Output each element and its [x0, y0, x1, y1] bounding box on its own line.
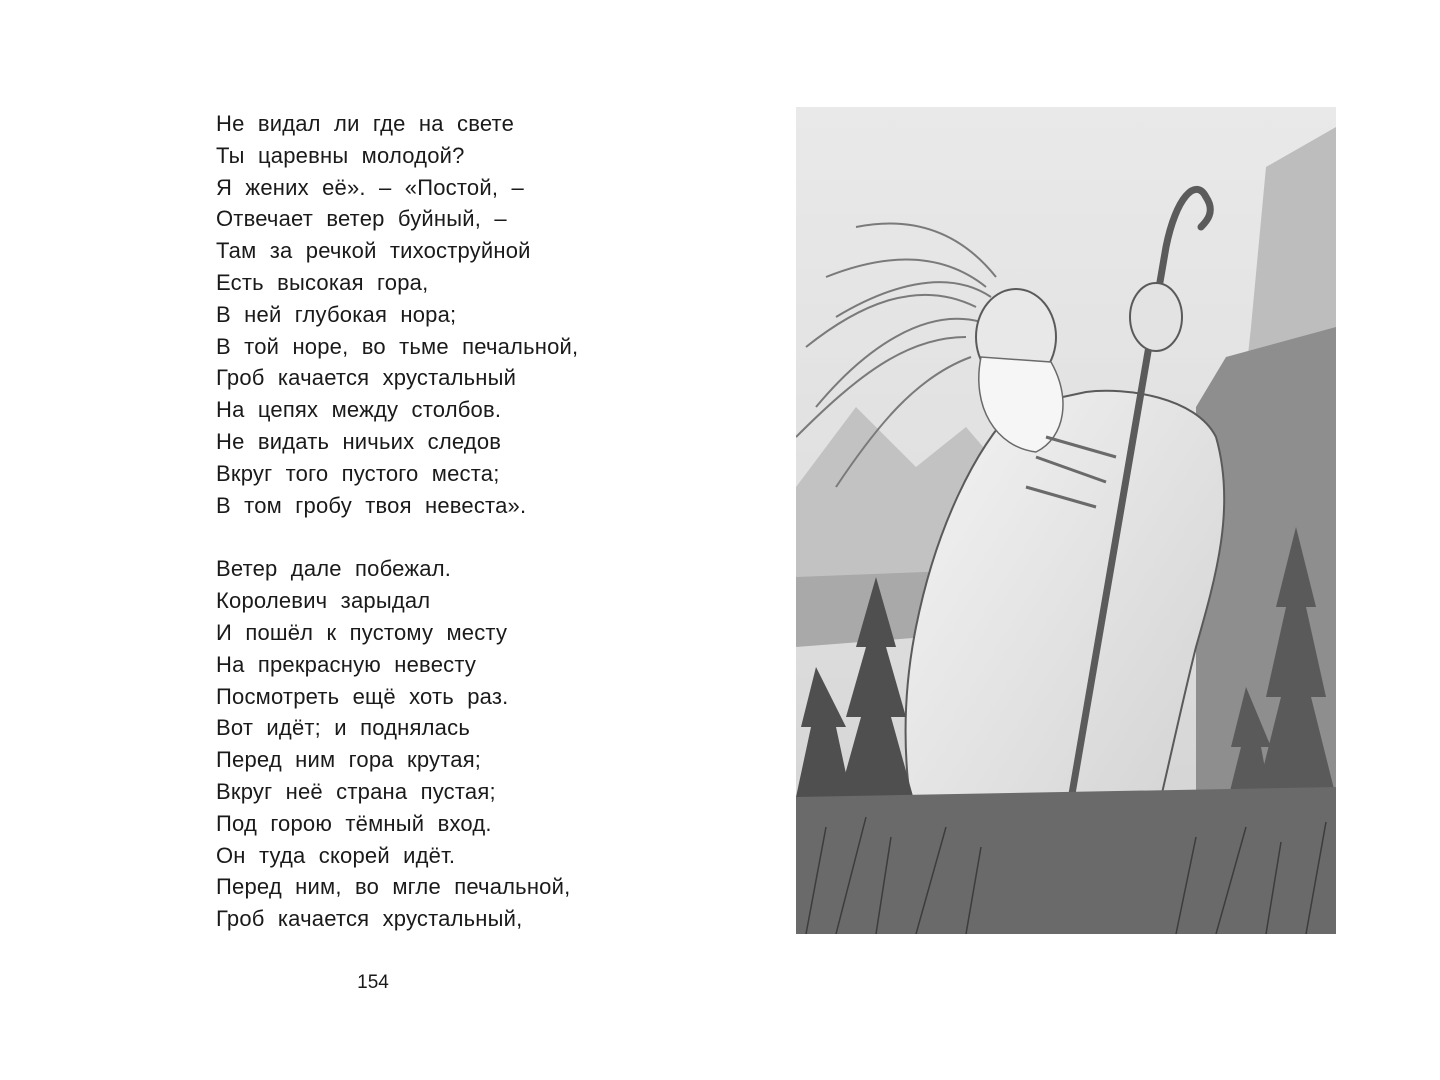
poem-line: Я жених её». – «Постой, –: [216, 174, 524, 200]
poem-text-column: [216, 108, 686, 935]
poem-line: Перед ним гора крутая;: [216, 747, 482, 773]
poem-line: Не видать ничьих следов: [216, 428, 502, 454]
poem-stanza: [216, 553, 686, 935]
poem-line: Не видал ли где на свете: [216, 111, 514, 136]
poem-line: Гроб качается хрустальный,: [216, 906, 523, 932]
poem-line: Гроб качается хрустальный: [216, 365, 517, 391]
foreground-grass: [796, 787, 1336, 934]
poem-line: В той норе, во тьме печальной,: [216, 333, 579, 359]
poem-line: Вот идёт; и поднялась: [216, 715, 470, 741]
poem-line: Королевич зарыдал: [216, 588, 431, 614]
poem-line: Посмотреть ещё хоть раз.: [216, 683, 509, 709]
illustration-wind-elder: [796, 107, 1336, 934]
poem-line: В ней глубокая нора;: [216, 301, 457, 327]
elder-hands: [1130, 283, 1182, 351]
page-number: 154: [357, 972, 389, 993]
poem-line: Вкруг того пустого места;: [216, 460, 500, 486]
poem-line: Отвечает ветер буйный, –: [216, 206, 507, 232]
poem-line: Перед ним, во мгле печальной,: [216, 874, 571, 900]
poem-line: В том гробу твоя невеста».: [216, 492, 527, 518]
poem-line: На прекрасную невесту: [216, 651, 477, 677]
poem-line: И пошёл к пустому месту: [216, 619, 508, 645]
poem-line: Под горою тёмный вход.: [216, 810, 492, 836]
poem-stanza: [216, 108, 686, 521]
poem-line: Вкруг неё страна пустая;: [216, 778, 496, 804]
poem-line: На цепях между столбов.: [216, 397, 502, 423]
illustration-drawing: [796, 107, 1336, 934]
poem-line: Ты царевны молодой?: [216, 142, 465, 168]
poem-line: Там за речкой тихоструйной: [216, 238, 531, 264]
poem-line: Он туда скорей идёт.: [216, 842, 456, 868]
poem-line: Есть высокая гора,: [216, 269, 429, 295]
poem-line: Ветер дале побежал.: [216, 556, 452, 582]
